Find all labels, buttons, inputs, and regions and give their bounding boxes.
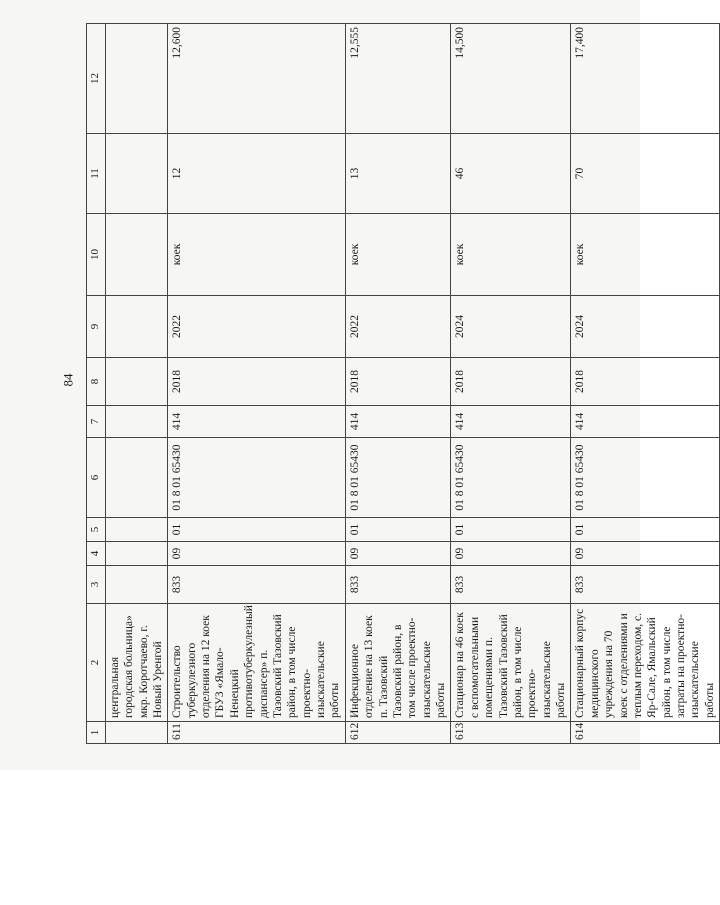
page-number: 84 [60,373,76,387]
cell-section: 09 [571,542,720,566]
cell-ministry: 833 [451,566,571,604]
cell-capacity: 12 [168,134,346,214]
header-cell: 11 [87,134,106,214]
header-cell: 10 [87,214,106,296]
cell-ministry: 833 [571,566,720,604]
cell-ministry: 833 [168,566,346,604]
row-number: 614 [571,722,720,744]
row-number: 611 [168,722,346,744]
cell-target-article: 01 8 01 65430 [451,438,571,518]
cell-end-year: 2024 [451,296,571,358]
row-name-cell: Стационар на 46 коек с вспомогательными помещениями п. Тазовский Тазовский район, в том числе проектно-изыскательские работы [451,604,571,722]
continued-row [105,24,168,744]
header-cell: 1 [87,722,106,744]
rotated-table-wrapper [86,24,716,744]
row-number: 612 [345,722,451,744]
header-cell: 9 [87,296,106,358]
budget-table [86,23,720,744]
row-name-cell: Стационарный корпус медицинского учреждения на 70 коек с отделениями и теплым переходом, с. Яр-Сале, Ямальский район, в том числе затраты на проектно-изыскательские работы [571,604,720,722]
cell-amount: 12,555 [345,24,451,134]
header-cell: 8 [87,358,106,406]
cell-subsection: 01 [345,518,451,542]
cell-start-year: 2018 [345,358,451,406]
cell-ministry: 833 [345,566,451,604]
cell-end-year: 2022 [345,296,451,358]
row-number: 613 [451,722,571,744]
cell-subsection: 01 [571,518,720,542]
cell-subsection: 01 [168,518,346,542]
cell-target-article: 01 8 01 65430 [571,438,720,518]
header-cell: 7 [87,406,106,438]
table-row [345,24,451,744]
cell-capacity: 70 [571,134,720,214]
cell-section: 09 [451,542,571,566]
cell-expense-type: 414 [345,406,451,438]
cell-end-year: 2022 [168,296,346,358]
cell-section: 09 [168,542,346,566]
cell-target-article: 01 8 01 65430 [168,438,346,518]
cell-start-year: 2018 [168,358,346,406]
row-name-cell: центральная городская больница» мкр. Коротчаево, г. Новый Уренгой [105,604,168,722]
cell-unit: коек [571,214,720,296]
cell-amount: 14,500 [451,24,571,134]
cell-target-article: 01 8 01 65430 [345,438,451,518]
cell-capacity: 46 [451,134,571,214]
cell-amount: 12,600 [168,24,346,134]
cell-unit: коек [451,214,571,296]
row-name-cell: Инфекционное отделение на 13 коек п. Тазовский Тазовский район, в том числе проектно-изыскательские работы [345,604,451,722]
row-name-cell: Строительство туберкулезного отделения на 12 коек ГБУЗ «Ямало-Ненецкий противотуберкулезный диспансер» п. Тазовский Тазовский район, в том числе проектно-изыскательские работы [168,604,346,722]
cell-unit: коек [345,214,451,296]
table-row [571,24,720,744]
cell-section: 09 [345,542,451,566]
header-cell: 12 [87,24,106,134]
cell-capacity: 13 [345,134,451,214]
header-cell: 6 [87,438,106,518]
cell-expense-type: 414 [451,406,571,438]
cell-unit: коек [168,214,346,296]
table-row [451,24,571,744]
header-cell: 4 [87,542,106,566]
cell-expense-type: 414 [571,406,720,438]
cell-start-year: 2018 [571,358,720,406]
cell-amount: 17,400 [571,24,720,134]
header-cell: 3 [87,566,106,604]
cell-start-year: 2018 [451,358,571,406]
header-cell: 2 [87,604,106,722]
header-row [87,24,106,744]
cell-end-year: 2024 [571,296,720,358]
cell-expense-type: 414 [168,406,346,438]
cell-subsection: 01 [451,518,571,542]
header-cell: 5 [87,518,106,542]
table-row [168,24,346,744]
